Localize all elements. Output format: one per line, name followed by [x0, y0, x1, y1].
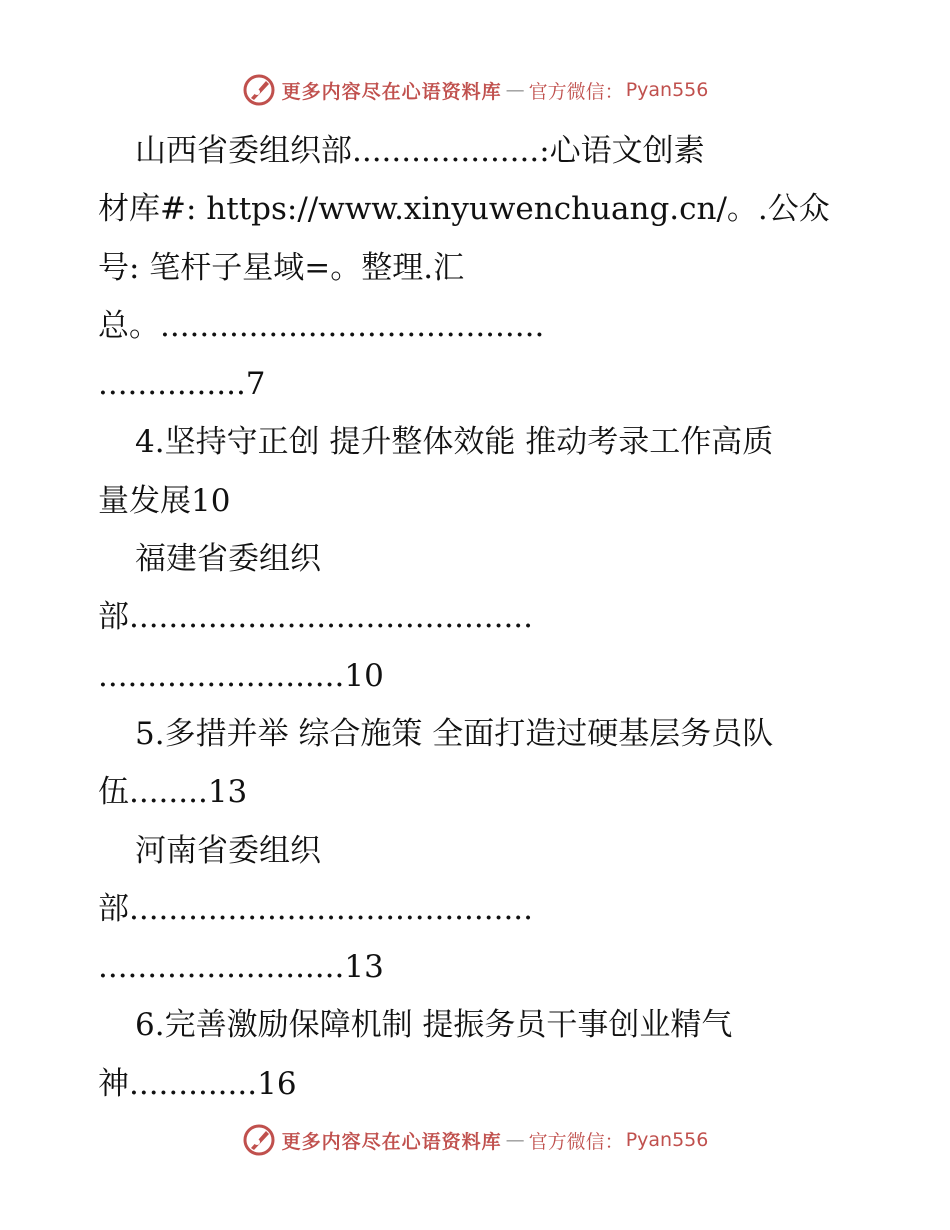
toc-line: .........................10: [98, 657, 384, 694]
banner-wechat-label: 官方微信：: [528, 1130, 624, 1153]
toc-line: .........................13: [98, 949, 384, 986]
toc-line: 量发展10: [98, 482, 231, 519]
logo-icon: [242, 1123, 276, 1157]
toc-line: 5.多措并举 综合施策 全面打造过硬基层务员队: [135, 715, 774, 752]
banner-wechat-id: Pyan556: [625, 1129, 709, 1151]
toc-line: 山西省委组织部...................:心语文创素: [135, 133, 705, 169]
toc-line: 伍........13: [98, 774, 248, 811]
banner-wechat-label: 官方微信：: [528, 80, 624, 103]
toc-line: 6.完善激励保障机制 提振务员干事创业精气: [135, 1007, 733, 1044]
table-of-contents: [98, 122, 858, 1113]
toc-line: ...............7: [98, 366, 266, 403]
footer-banner: [0, 1122, 950, 1158]
toc-line: 部.........................................: [98, 890, 534, 927]
toc-line: 河南省委组织: [135, 832, 321, 869]
toc-line: 神.............16: [98, 1065, 297, 1102]
logo-icon: [242, 73, 276, 107]
toc-line: 材库#: https://www.xinyuwenchuang.cn/。.公众: [98, 191, 830, 228]
toc-line: 4.坚持守正创 提升整体效能 推动考录工作高质: [135, 424, 774, 461]
banner-separator: —: [505, 1129, 525, 1151]
banner-wechat-id: Pyan556: [625, 79, 709, 101]
toc-line: 福建省委组织: [135, 541, 321, 578]
banner-text: 更多内容尽在心语资料库: [281, 1130, 502, 1153]
header-banner: [0, 72, 950, 108]
banner-separator: —: [505, 79, 525, 101]
toc-line: 号: 笔杆子星域=。整理.汇: [98, 249, 465, 286]
toc-line: 总。.......................................: [98, 307, 545, 344]
toc-line: 部.........................................: [98, 599, 534, 636]
banner-text: 更多内容尽在心语资料库: [281, 80, 502, 103]
